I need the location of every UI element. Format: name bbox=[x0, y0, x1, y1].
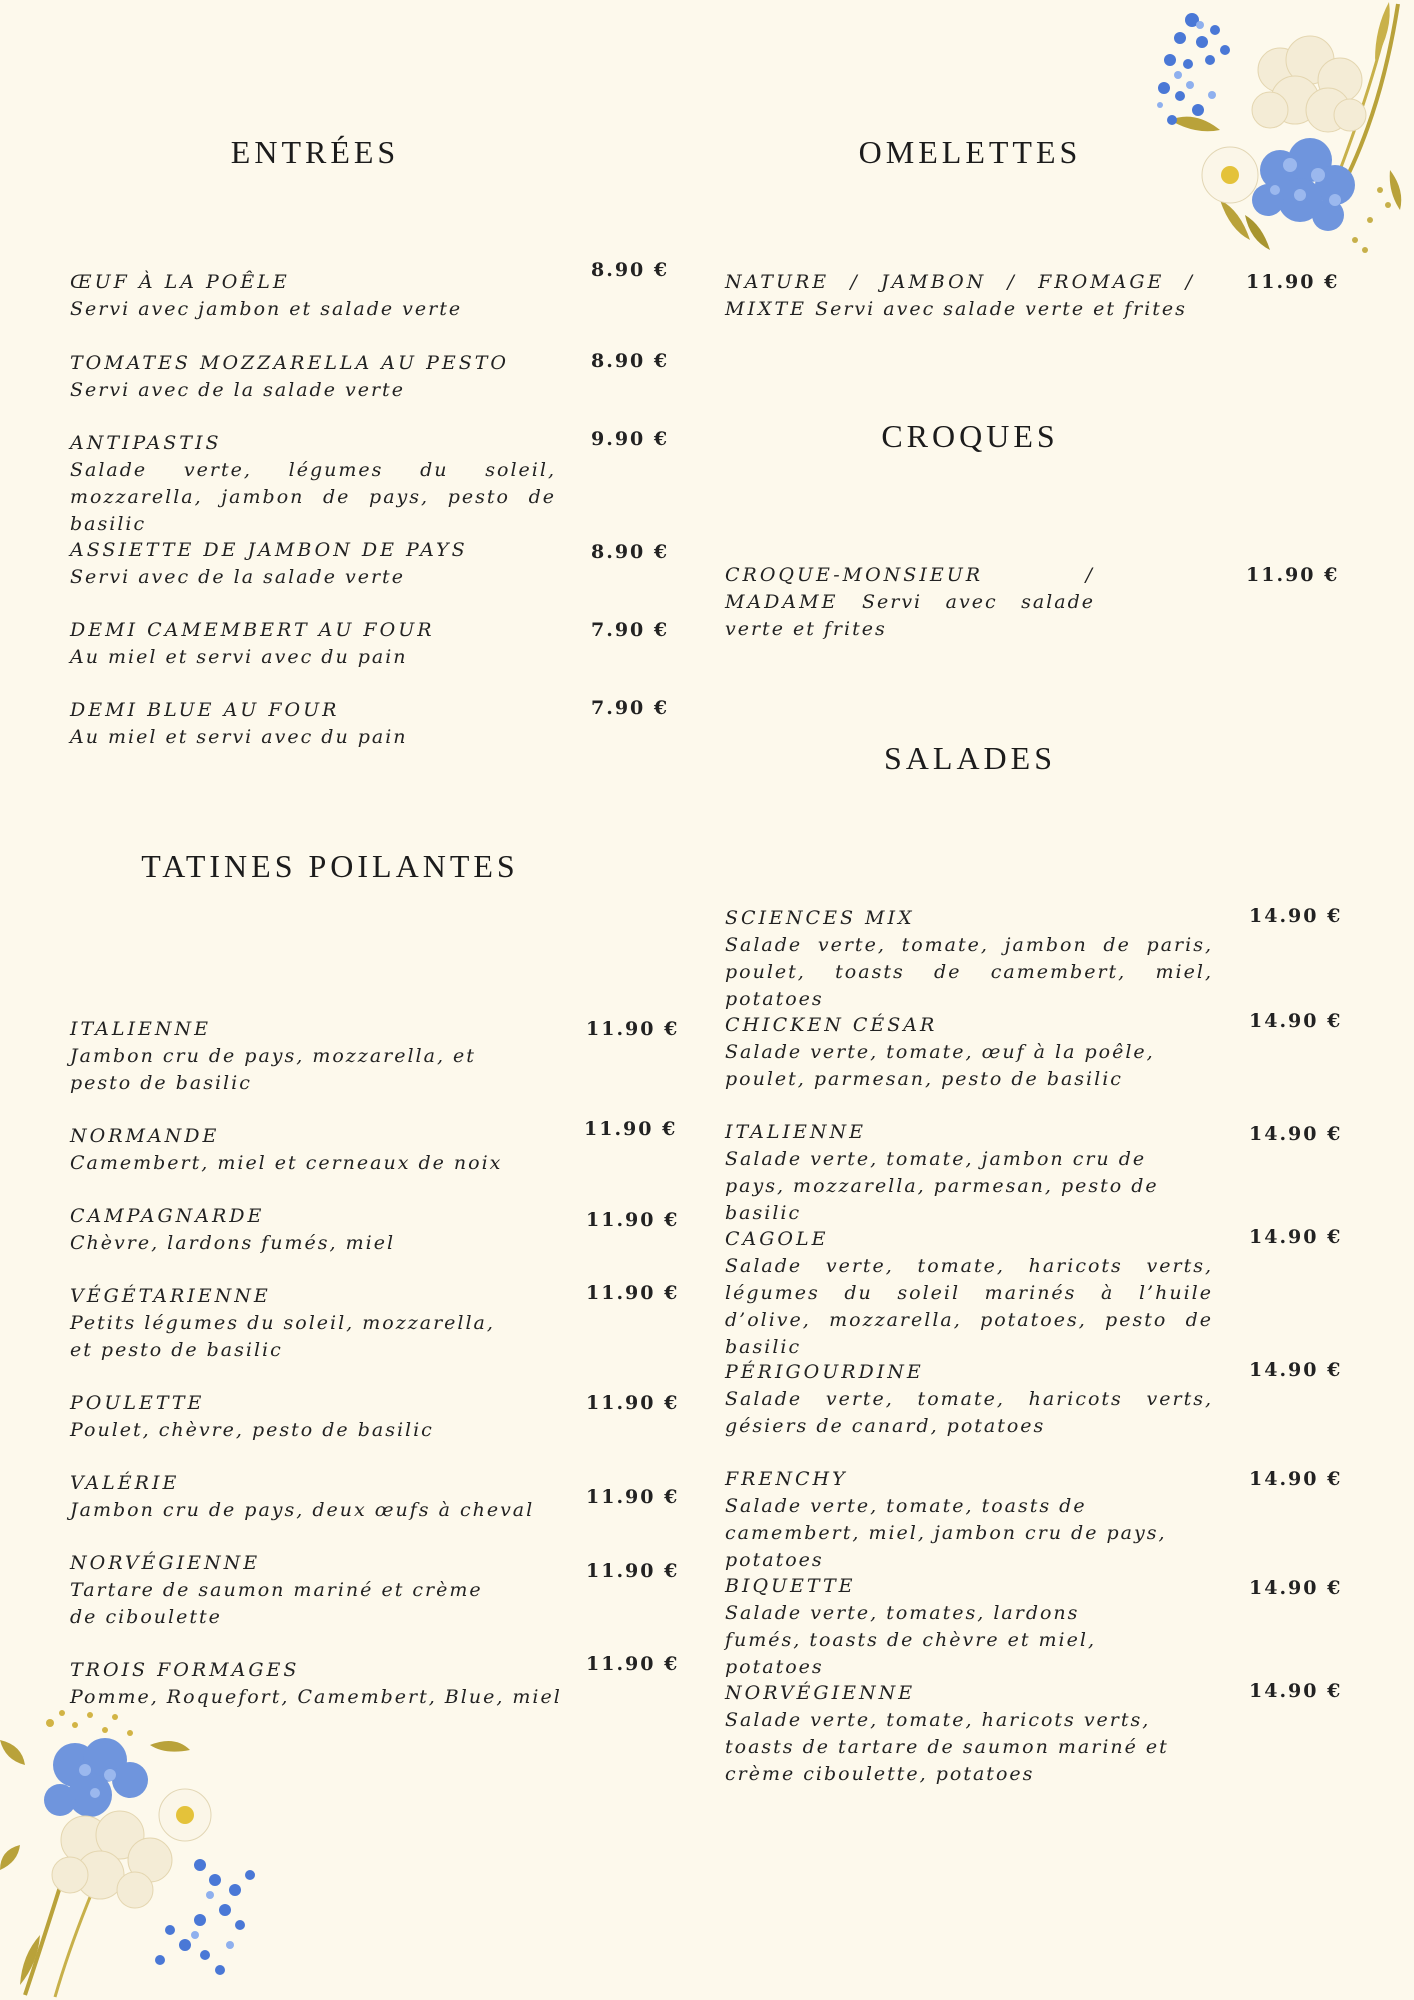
item-description: Camembert, miel et cerneaux de noix bbox=[70, 1152, 503, 1174]
section-title-omelettes: OMELETTES bbox=[858, 134, 1082, 170]
item-description: Salade verte, tomate, haricots verts, toasts de tartare de saumon mariné et crème ciboulette, potatoes bbox=[725, 1709, 1169, 1785]
item-description: Tartare de saumon mariné et crème de ciboulette bbox=[70, 1579, 483, 1628]
item-description: Au miel et servi avec du pain bbox=[70, 726, 408, 748]
item-price: 9.90 € bbox=[591, 428, 670, 450]
item-name: VÉGÉTARIENNE bbox=[70, 1285, 271, 1307]
item-price: 8.90 € bbox=[591, 541, 670, 563]
menu-item bbox=[70, 1016, 680, 1097]
item-name: CHICKEN CÉSAR bbox=[725, 1014, 938, 1036]
item-name: ASSIETTE DE JAMBON DE PAYS bbox=[70, 539, 468, 561]
item-name: DEMI CAMEMBERT AU FOUR bbox=[70, 619, 435, 641]
item-name: ANTIPASTIS bbox=[70, 432, 222, 454]
item-description: Servi avec salade verte et frites bbox=[725, 591, 1095, 640]
item-description: Jambon cru de pays, deux œufs à cheval bbox=[70, 1499, 535, 1521]
section-title-salades: SALADES bbox=[883, 740, 1056, 776]
item-description: Salade verte, tomate, jambon de paris, poulet, toasts de camembert, miel, potatoes bbox=[725, 934, 1213, 1010]
item-name: TROIS FORMAGES bbox=[70, 1659, 300, 1681]
item-price: 11.90 € bbox=[586, 1209, 680, 1231]
item-description: Salade verte, tomate, œuf à la poêle, poulet, parmesan, pesto de basilic bbox=[725, 1041, 1155, 1090]
item-price: 14.90 € bbox=[1249, 1577, 1343, 1599]
menu-item bbox=[725, 1680, 1355, 1788]
menu-item bbox=[70, 1118, 678, 1177]
menu-item bbox=[70, 430, 670, 538]
item-price: 7.90 € bbox=[591, 619, 670, 641]
item-description: Petits légumes du soleil, mozzarella, et pesto de basilic bbox=[70, 1312, 495, 1361]
menu-item bbox=[725, 562, 1345, 643]
item-price: 14.90 € bbox=[1249, 1680, 1343, 1702]
item-description: Servi avec jambon et salade verte bbox=[70, 298, 463, 320]
item-price: 14.90 € bbox=[1249, 1123, 1343, 1145]
menu-item bbox=[725, 905, 1355, 1013]
item-description: Poulet, chèvre, pesto de basilic bbox=[70, 1419, 434, 1441]
item-name: DEMI BLUE AU FOUR bbox=[70, 699, 340, 721]
item-description: Salade verte, tomate, haricots verts, gésiers de canard, potatoes bbox=[725, 1388, 1213, 1437]
item-price: 14.90 € bbox=[1249, 905, 1343, 927]
item-name: NORMANDE bbox=[70, 1125, 220, 1147]
menu-item bbox=[70, 350, 670, 404]
item-description: Salade verte, tomates, lardons fumés, toasts de chèvre et miel, potatoes bbox=[725, 1602, 1096, 1678]
item-price: 8.90 € bbox=[591, 259, 670, 281]
menu-item bbox=[70, 1203, 680, 1257]
item-price: 11.90 € bbox=[586, 1653, 680, 1675]
menu-item bbox=[70, 697, 670, 751]
menu-item bbox=[725, 1466, 1355, 1574]
item-name: CAGOLE bbox=[725, 1228, 829, 1250]
item-description: Salade verte, tomate, haricots verts, légumes du soleil marinés à l’huile d’olive, mozzarella, potatoes, pesto de basilic bbox=[725, 1255, 1213, 1358]
item-description: Jambon cru de pays, mozzarella, et pesto de basilic bbox=[70, 1045, 476, 1094]
menu-item bbox=[70, 1470, 680, 1524]
item-description: Pomme, Roquefort, Camembert, Blue, miel bbox=[70, 1686, 562, 1708]
item-price: 14.90 € bbox=[1249, 1226, 1343, 1248]
item-name: VALÉRIE bbox=[70, 1472, 180, 1494]
section-title-croques: CROQUES bbox=[881, 418, 1059, 454]
menu-item bbox=[70, 259, 670, 323]
item-description: Salade verte, tomate, toasts de camembert, miel, jambon cru de pays, potatoes bbox=[725, 1495, 1167, 1571]
menu-item bbox=[70, 1282, 680, 1364]
item-description: Servi avec de la salade verte bbox=[70, 566, 405, 588]
item-name: TOMATES MOZZARELLA AU PESTO bbox=[70, 352, 510, 374]
item-description: Salade verte, tomate, jambon cru de pays, mozzarella, parmesan, pesto de basilic bbox=[725, 1148, 1159, 1224]
menu-item bbox=[725, 1012, 1355, 1093]
menu-item bbox=[70, 1390, 680, 1444]
menu-item bbox=[725, 1359, 1355, 1440]
section-title-tartines: TATINES POILANTES bbox=[141, 848, 519, 884]
item-price: 11.90 € bbox=[584, 1118, 678, 1140]
item-text bbox=[725, 562, 1095, 643]
item-name: NORVÉGIENNE bbox=[725, 1682, 916, 1704]
item-price: 14.90 € bbox=[1249, 1468, 1343, 1490]
item-price: 11.90 € bbox=[586, 1392, 680, 1414]
item-name: ŒUF À LA POÊLE bbox=[70, 271, 290, 293]
item-price: 11.90 € bbox=[1246, 271, 1340, 293]
item-name: PÉRIGOURDINE bbox=[725, 1361, 924, 1383]
section-title-entrees: ENTRÉES bbox=[230, 134, 400, 170]
item-description: Chèvre, lardons fumés, miel bbox=[70, 1232, 396, 1254]
item-price: 8.90 € bbox=[591, 350, 670, 372]
item-text bbox=[725, 269, 1195, 323]
item-price: 14.90 € bbox=[1249, 1010, 1343, 1032]
item-description: Servi avec de la salade verte bbox=[70, 379, 405, 401]
menu-item bbox=[725, 1119, 1355, 1227]
item-price: 11.90 € bbox=[586, 1018, 680, 1040]
item-price: 7.90 € bbox=[591, 697, 670, 719]
item-name: NATURE / JAMBON / FROMAGE / MIXTE bbox=[725, 271, 1195, 320]
item-name: CAMPAGNARDE bbox=[70, 1205, 265, 1227]
item-price: 11.90 € bbox=[1246, 564, 1340, 586]
item-price: 14.90 € bbox=[1249, 1359, 1343, 1381]
item-description: Salade verte, légumes du soleil, mozzarella, jambon de pays, pesto de basilic bbox=[70, 459, 556, 535]
menu-item bbox=[725, 1573, 1355, 1681]
item-price: 11.90 € bbox=[586, 1282, 680, 1304]
menu-item bbox=[70, 617, 670, 671]
menu-item bbox=[70, 1550, 680, 1631]
item-description: Au miel et servi avec du pain bbox=[70, 646, 408, 668]
menu-item bbox=[725, 1226, 1355, 1361]
item-description: Servi avec salade verte et frites bbox=[815, 298, 1187, 320]
item-name: BIQUETTE bbox=[725, 1575, 856, 1597]
item-name: SCIENCES MIX bbox=[725, 907, 915, 929]
item-name: NORVÉGIENNE bbox=[70, 1552, 261, 1574]
item-name: ITALIENNE bbox=[70, 1018, 211, 1040]
item-price: 11.90 € bbox=[586, 1560, 680, 1582]
menu-item bbox=[70, 537, 670, 591]
floral-bouquet-icon bbox=[1150, 0, 1414, 300]
item-name: FRENCHY bbox=[725, 1468, 848, 1490]
item-name: CROQUE-MONSIEUR / MADAME bbox=[725, 564, 1095, 613]
item-name: ITALIENNE bbox=[725, 1121, 866, 1143]
item-name: POULETTE bbox=[70, 1392, 205, 1414]
menu-item bbox=[70, 1653, 680, 1711]
floral-bouquet-icon bbox=[0, 1705, 270, 2000]
item-price: 11.90 € bbox=[586, 1486, 680, 1508]
